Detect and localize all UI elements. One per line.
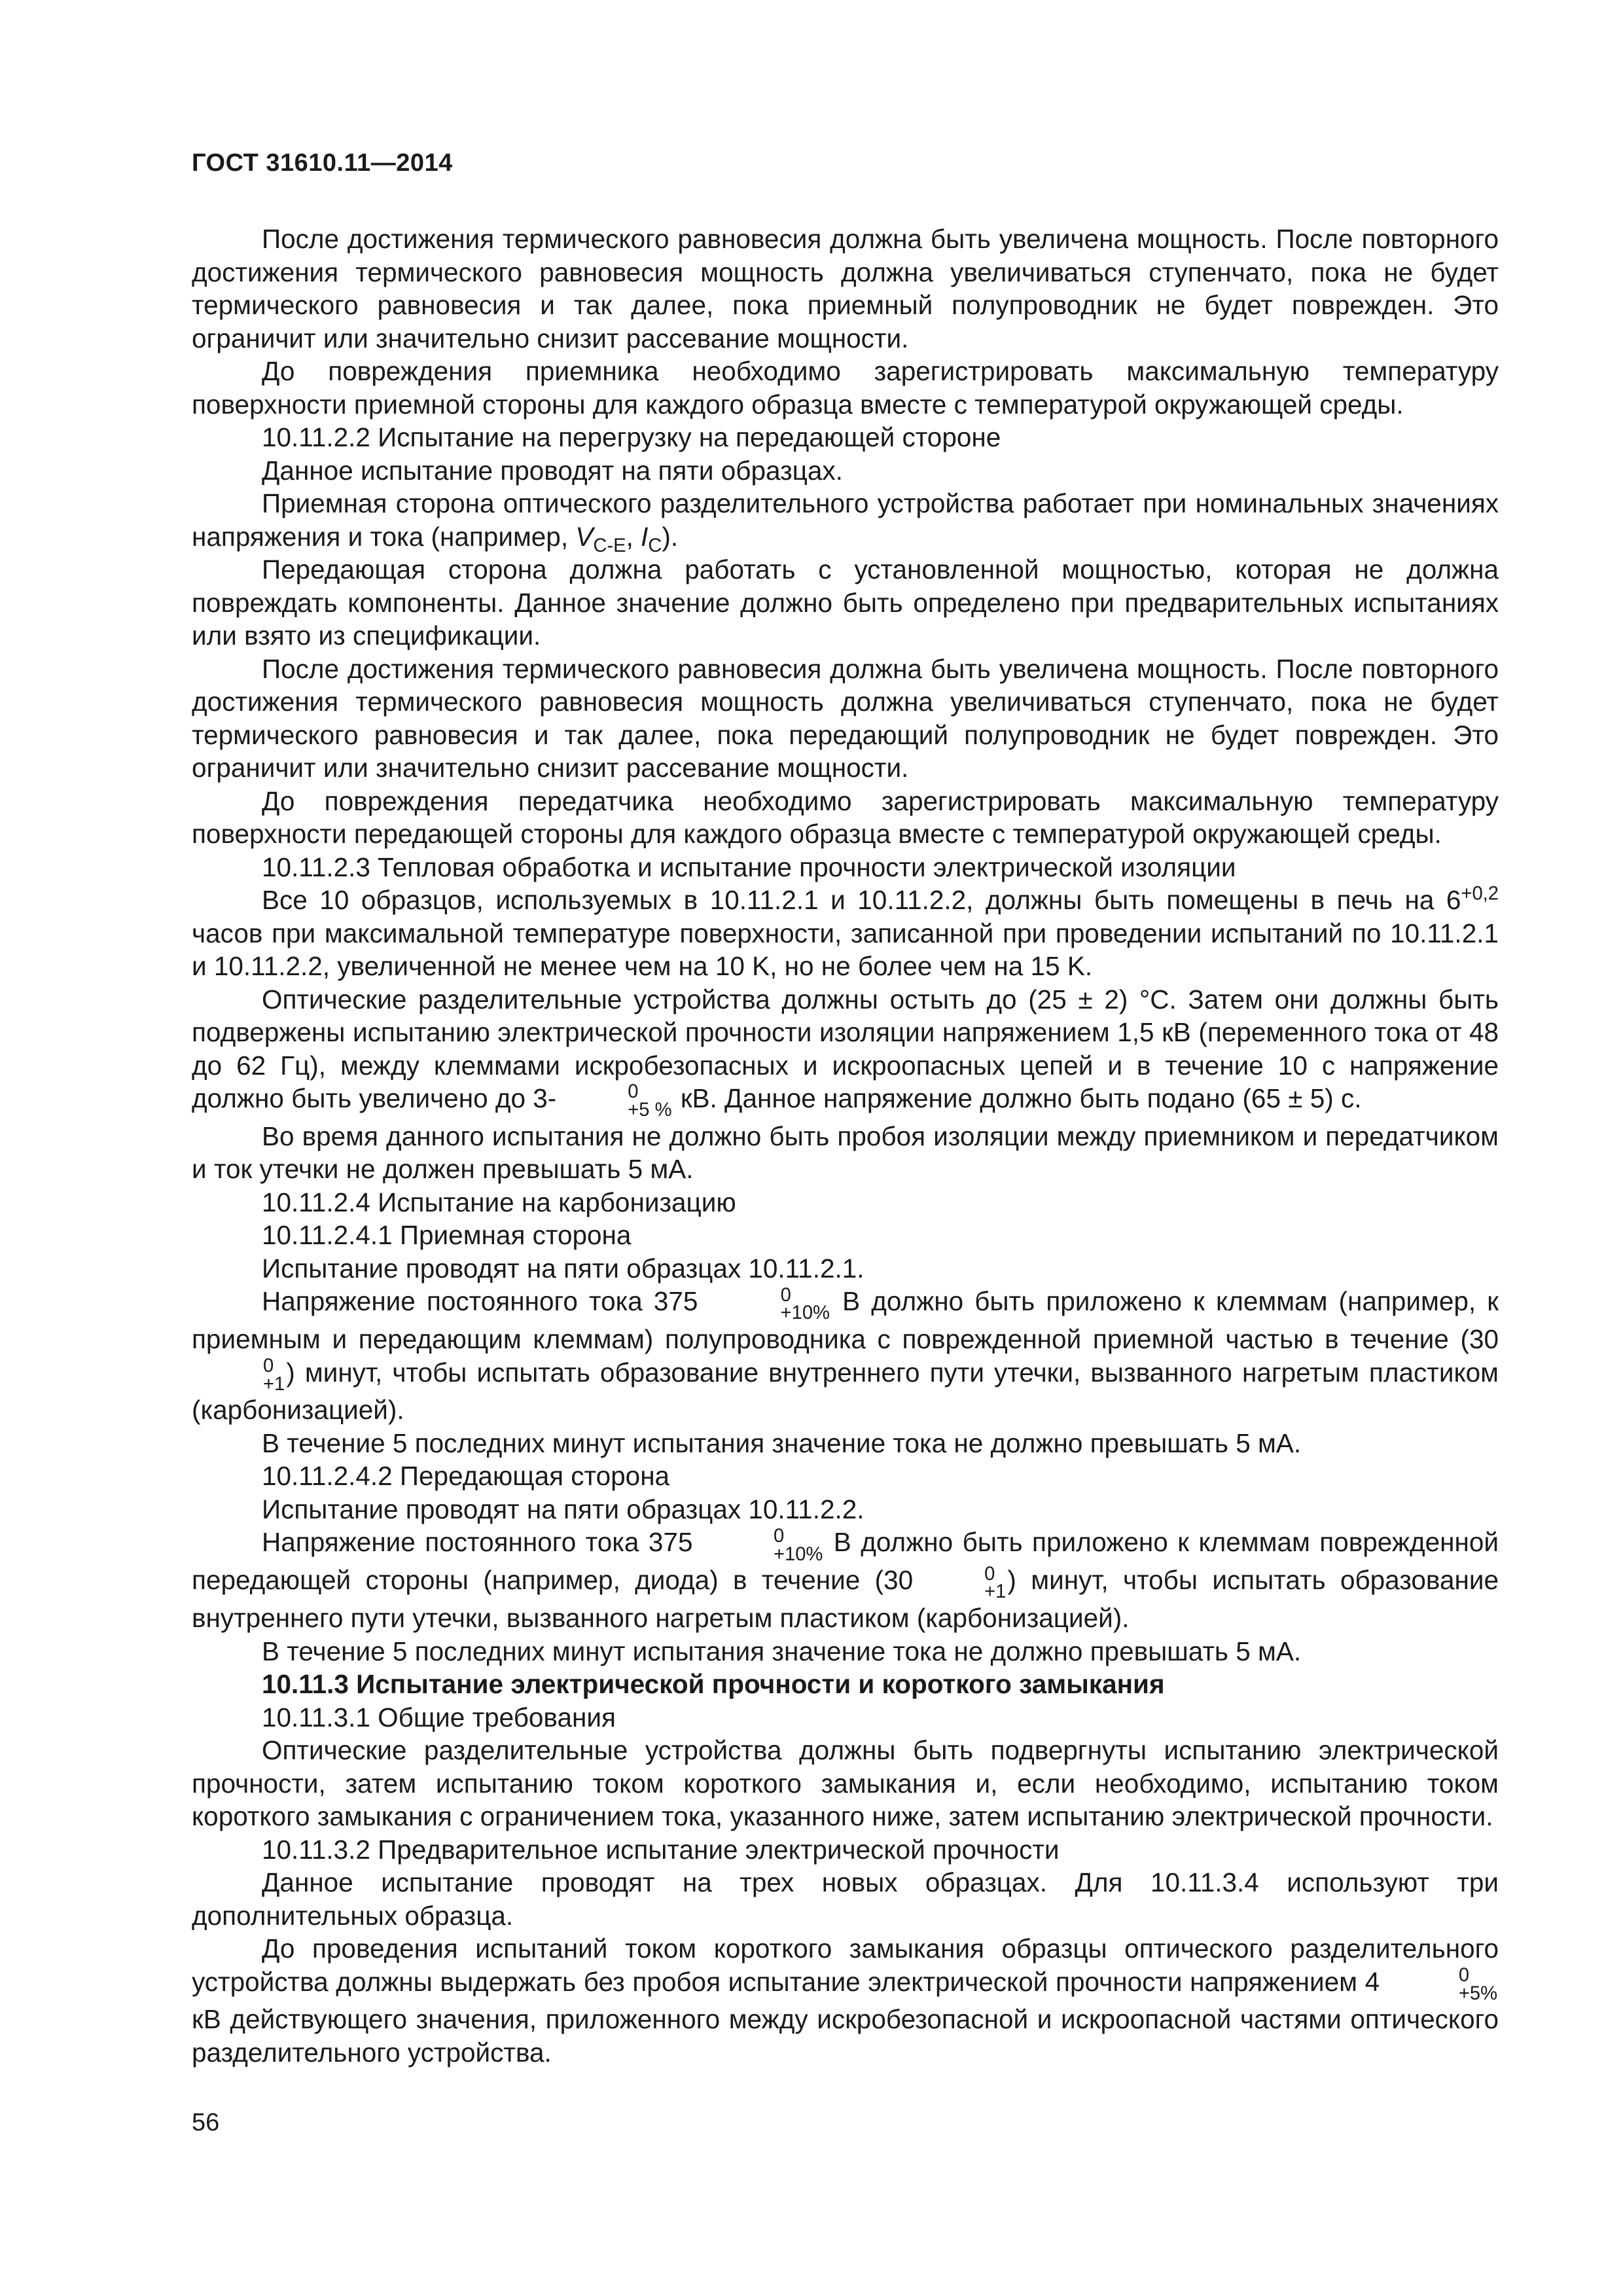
tolerance-upper: 0: [628, 1081, 639, 1103]
text-run: ) минут, чтобы испытать образование внутреннего пути утечки, вызванного нагретым пластиком (карбонизацией).: [192, 1357, 1499, 1426]
document-code-header: ГОСТ 31610.11—2014: [192, 149, 453, 177]
subscript: C: [648, 535, 662, 556]
section-heading: 10.11.2.4.1 Приемная сторона: [262, 1220, 632, 1251]
tolerance-lower: +1: [984, 1581, 1007, 1603]
section-heading: 10.11.2.3 Тепловая обработка и испытание прочности электрической изоляции: [262, 852, 1236, 882]
section-heading: 10.11.2.4 Испытание на карбонизацию: [262, 1187, 736, 1217]
tolerance-upper: 0: [773, 1525, 785, 1547]
paragraph: Испытание проводят на пяти образцах 10.11.2.2.: [262, 1494, 865, 1524]
paragraph: До повреждения приемника необходимо зарегистрировать максимальную температуру поверхности приемной стороны для каждого образца вместе с температурой окружающей среды.: [192, 356, 1499, 420]
paragraph: После достижения термического равновесия должна быть увеличена мощность. После повторного достижения термического равновесия мощность должна увеличиваться ступенчато, пока не будет термического равновесия и так далее, пока передающий полупроводник не будет поврежден. Это ограничит или значительно снизит рассевание мощности.: [192, 653, 1499, 783]
tolerance-upper: 0: [263, 1355, 274, 1377]
paragraph: [192, 1285, 1499, 1427]
tolerance: [914, 1563, 1007, 1603]
paragraph: [192, 983, 1499, 1120]
tolerance-upper: 0: [984, 1563, 995, 1585]
page-number: 56: [192, 2109, 220, 2136]
paragraph: Данное испытание проводят на пяти образцах.: [262, 455, 843, 486]
subscript: C-E: [593, 535, 626, 556]
text-run: Напряжение постоянного тока 375: [262, 1527, 702, 1558]
tolerance: [711, 1284, 830, 1324]
text-run: Приемная сторона оптического разделительного устройства работает при номинальных значениях напряжения и тока (например,: [192, 488, 1499, 552]
tolerance-lower: +5 %: [628, 1100, 672, 1121]
paragraph: [192, 884, 1499, 983]
section-heading: 10.11.2.2 Испытание на перегрузку на передающей стороне: [262, 422, 1001, 452]
text-run: кВ действующего значения, приложенного между искробезопасной и искроопасной частями оптического разделительного устройства.: [192, 2004, 1499, 2068]
text-run: В должно быть приложено к клеммам поврежденной передающей стороны (например, диода) в течение (30: [192, 1527, 1499, 1596]
section-heading: 10.11.2.4.2 Передающая сторона: [262, 1461, 670, 1492]
paragraph: [192, 1526, 1499, 1634]
text-run: часов при максимальной температуре поверхности, записанной при проведении испытаний по 10.11.2.1 и 10.11.2.2, увеличенной не менее чем на 10 K, но не более чем на 15 K.: [192, 918, 1499, 981]
tolerance: [193, 1357, 285, 1393]
tolerance-lower: +5%: [1458, 1982, 1497, 2004]
paragraph: Во время данного испытания не должно быть пробоя изоляции между приемником и передатчиком и ток утечки не должен превышать 5 мА.: [192, 1121, 1499, 1185]
tolerance: [704, 1525, 823, 1565]
tolerance-upper: 0: [1458, 1964, 1470, 1986]
section-heading: 10.11.3.1 Общие требования: [262, 1702, 616, 1732]
paragraph: До повреждения передатчика необходимо зарегистрировать максимальную температуру поверхности передающей стороны для каждого образца вместе с температурой окружающей среды.: [192, 785, 1499, 849]
text-run: Оптические разделительные устройства должны остыть до (25 ± 2) °C. Затем они должны быть подвержены испытанию электрической прочности изоляции напряжением 1,5 кВ (переменного тока от 48 до 62 Гц), между клеммами искробезопасных и искроопасных цепей и в течение 10 с напряжение должно быть увеличено до 3-: [192, 984, 1499, 1113]
text-run: В должно быть приложено к клеммам (например, к приемным и передающим клеммам) полупроводника с поврежденной приемной частью в течение (30: [192, 1286, 1499, 1355]
text-run: До проведения испытаний током короткого замыкания образцы оптического разделительного устройства должны выдержать без пробоя испытание электрической прочности напряжением 4: [192, 1933, 1499, 1997]
tolerance-lower: +1: [263, 1373, 285, 1395]
document-body: [192, 223, 1499, 2069]
tolerance-lower: +10%: [773, 1543, 823, 1565]
paragraph: В течение 5 последних минут испытания значение тока не должно превышать 5 мА.: [262, 1427, 1302, 1458]
symbol-i: I: [641, 521, 649, 552]
tolerance: [558, 1083, 671, 1119]
paragraph: После достижения термического равновесия должна быть увеличена мощность. После повторного достижения термического равновесия мощность должна увеличиваться ступенчато, пока не будет термического равновесия и так далее, пока приемный полупроводник не будет поврежден. Это ограничит или значительно снизит рассевание мощности.: [192, 224, 1499, 353]
tolerance: [1389, 1964, 1497, 2004]
section-heading-bold: 10.11.3 Испытание электрической прочности и короткого замыкания: [262, 1669, 1165, 1700]
paragraph: Передающая сторона должна работать с установленной мощностью, которая не должна повреждать компоненты. Данное значение должно быть определено при предварительных испытаниях или взято из спецификации.: [192, 554, 1499, 651]
paragraph: В течение 5 последних минут испытания значение тока не должно превышать 5 мА.: [262, 1636, 1302, 1666]
paragraph: [192, 487, 1499, 556]
text-run: Напряжение постоянного тока 375: [262, 1286, 709, 1317]
text-run: Все 10 образцов, используемых в 10.11.2.1 и 10.11.2.2, должны быть помещены в печь на 6: [262, 885, 1461, 915]
paragraph: Оптические разделительные устройства должны быть подвергнуты испытанию электрической прочности, затем испытанию током короткого замыкания и, если необходимо, испытанию током короткого замыкания с ограничением тока, указанного ниже, затем испытанию электрической прочности.: [192, 1735, 1499, 1832]
tolerance-upper: 0: [780, 1284, 791, 1306]
paragraph: [192, 1932, 1499, 2069]
paragraph: Испытание проводят на пяти образцах 10.11.2.1.: [262, 1253, 865, 1283]
text-run: кВ. Данное напряжение должно быть подано (65 ± 5) с.: [673, 1083, 1362, 1113]
text-run: ,: [626, 521, 641, 552]
paragraph: Данное испытание проводят на трех новых образцах. Для 10.11.3.4 используют три дополнительных образца.: [192, 1867, 1499, 1931]
superscript: +0,2: [1461, 883, 1499, 905]
tolerance-lower: +10%: [780, 1302, 830, 1324]
section-heading: 10.11.3.2 Предварительное испытание электрической прочности: [262, 1834, 1060, 1865]
text-run: ).: [662, 521, 679, 552]
text-run: ) минут, чтобы испытать образование внутреннего пути утечки, вызванного нагретым пластиком (карбонизацией).: [192, 1565, 1499, 1634]
symbol-v: V: [575, 521, 594, 552]
